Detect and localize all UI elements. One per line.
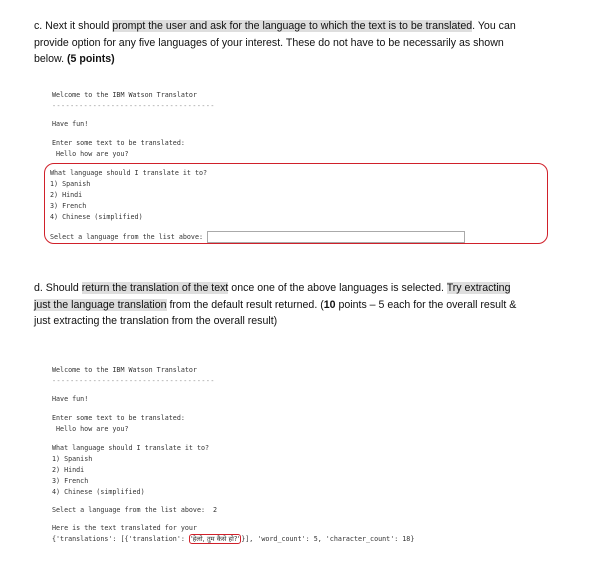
select-language-prompt: Select a language from the list above: (50, 233, 203, 241)
have-fun-line-2: Have fun! (52, 395, 89, 403)
language-menu-1 (50, 168, 465, 243)
part-d-points: 10 (323, 298, 336, 311)
option-hindi: 2) Hindi (50, 191, 83, 199)
translation-result (52, 534, 414, 545)
part-c-highlight: prompt the user and ask for the language to which the text is to be translated (112, 20, 473, 32)
option-spanish: 1) Spanish (50, 180, 91, 188)
enter-text-prompt-2: Enter some text to be translated: (52, 414, 185, 422)
console-screenshot-2 (52, 365, 414, 545)
part-c-prefix: c. Next it should (34, 20, 113, 32)
divider-line: ------------------------------------ (52, 102, 215, 110)
part-c-text (34, 18, 582, 68)
result-suffix: }], 'word_count': 5, 'character_count': 18} (241, 535, 415, 543)
hindi-translation: 'हेलो, तुम कैसे हो?' (190, 535, 240, 543)
part-c-line2: provide option for any five languages of your interest. These do not have to be necessarily as shown (34, 36, 504, 49)
option-french-2: 3) French (52, 477, 89, 485)
divider-line-2: ------------------------------------ (52, 377, 215, 385)
part-d-highlight-3: just the language translation (34, 298, 167, 311)
part-d-highlight-1: return the translation of the text (81, 282, 229, 294)
part-d-mid1: once one of the above languages is selected. (228, 282, 447, 294)
option-chinese: 4) Chinese (simplified) (50, 213, 143, 221)
language-input-box[interactable] (207, 231, 465, 243)
have-fun-line: Have fun! (52, 120, 89, 128)
option-french: 3) French (50, 202, 87, 210)
option-hindi-2: 2) Hindi (52, 466, 85, 474)
input-text-2: Hello how are you? (56, 425, 129, 433)
option-spanish-2: 1) Spanish (52, 455, 93, 463)
language-question: What language should I translate it to? (50, 169, 208, 177)
part-d-highlight-2: Try extracting (446, 282, 511, 294)
part-d-line3: just extracting the translation from the overall result) (34, 315, 278, 327)
input-text: Hello how are you? (56, 150, 129, 158)
part-c-line3: below. (34, 53, 67, 65)
part-c-rest: . You can (472, 20, 516, 32)
part-c-points: (5 points) (66, 53, 115, 65)
welcome-line: Welcome to the IBM Watson Translator (52, 91, 197, 99)
part-d-prefix: d. Should (34, 282, 82, 294)
option-chinese-2: 4) Chinese (simplified) (52, 488, 145, 496)
part-d-mid2: from the default result returned. ( (166, 298, 324, 311)
language-question-2: What language should I translate it to? (52, 444, 210, 452)
select-language-answer: Select a language from the list above: 2 (52, 506, 218, 514)
console-screenshot-1 (52, 90, 215, 160)
part-d-text (34, 280, 582, 330)
part-d-rest2: points – 5 each for the overall result & (335, 298, 517, 311)
result-prefix: {'translations': [{'translation': (52, 535, 189, 543)
translated-heading: Here is the text translated for your (52, 524, 197, 532)
enter-text-prompt: Enter some text to be translated: (52, 139, 185, 147)
welcome-line-2: Welcome to the IBM Watson Translator (52, 366, 197, 374)
